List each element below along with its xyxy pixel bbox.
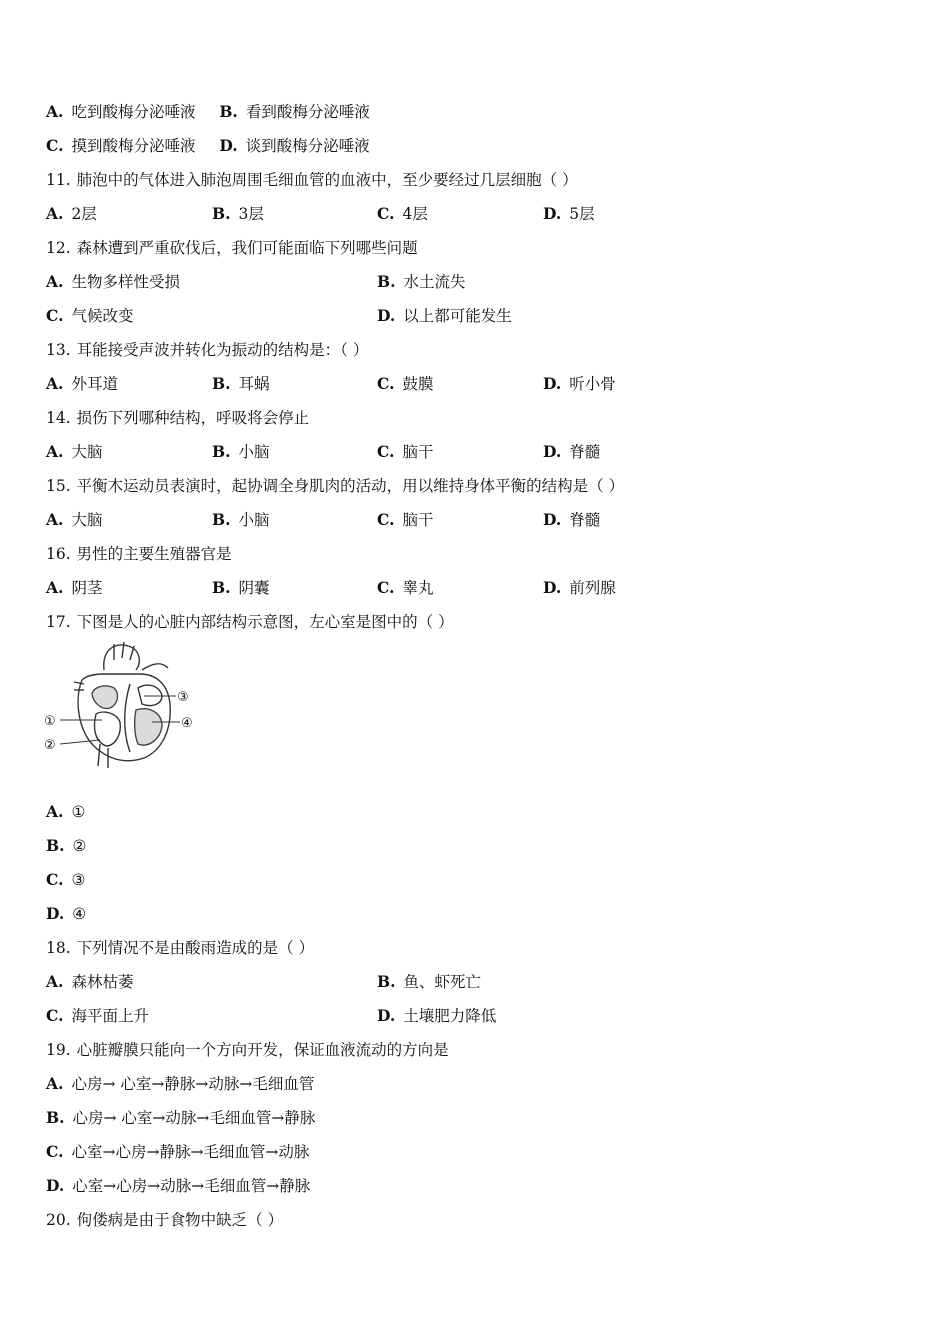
q12-option-c: C. 气候改变 bbox=[46, 306, 134, 325]
q17-stem: 17. 下图是人的心脏内部结构示意图，左心室是图中的（ ） bbox=[46, 613, 454, 631]
q17-option-d: D. ④ bbox=[46, 904, 87, 923]
q15-option-d: D. 脊髓 bbox=[543, 510, 601, 529]
q19-option-d: D. 心室→心房→动脉→毛细血管→静脉 bbox=[46, 1176, 311, 1195]
heart-label-4: ④ bbox=[181, 716, 193, 731]
q12-option-d: D. 以上都可能发生 bbox=[377, 306, 512, 325]
q13-option-d: D. 听小骨 bbox=[543, 374, 616, 393]
q13-option-c: C. 鼓膜 bbox=[377, 374, 434, 393]
q13-option-a: A. 外耳道 bbox=[46, 374, 118, 393]
q16-option-c: C. 睾丸 bbox=[377, 578, 434, 597]
q19-option-b: B. 心房→ 心室→动脉→毛细血管→静脉 bbox=[46, 1108, 316, 1127]
q12-option-b: B. 水土流失 bbox=[377, 272, 466, 291]
q12-option-a: A. 生物多样性受损 bbox=[46, 272, 180, 291]
q16-option-a: A. 阴茎 bbox=[46, 578, 103, 597]
q14-option-a: A. 大脑 bbox=[46, 442, 103, 461]
q16-option-d: D. 前列腺 bbox=[543, 578, 616, 597]
q17-option-a: A. ① bbox=[46, 802, 86, 821]
heart-label-2: ② bbox=[44, 738, 56, 753]
q19-stem: 19. 心脏瓣膜只能向一个方向开发，保证血液流动的方向是 bbox=[46, 1041, 449, 1059]
q15-option-a: A. 大脑 bbox=[46, 510, 103, 529]
q16-option-b: B. 阴囊 bbox=[212, 578, 270, 597]
q10-option-row-1: A. 吃到酸梅分泌唾液 B. 看到酸梅分泌唾液 bbox=[46, 102, 370, 121]
q18-option-b: B. 鱼、虾死亡 bbox=[377, 972, 482, 991]
heart-diagram bbox=[44, 640, 204, 770]
q14-option-b: B. 小脑 bbox=[212, 442, 270, 461]
q15-stem: 15. 平衡木运动员表演时，起协调全身肌肉的活动，用以维持身体平衡的结构是（ ） bbox=[46, 477, 625, 495]
q19-option-a: A. 心房→ 心室→静脉→动脉→毛细血管 bbox=[46, 1074, 315, 1093]
q17-option-c: C. ③ bbox=[46, 870, 86, 889]
q16-stem: 16. 男性的主要生殖器官是 bbox=[46, 545, 232, 563]
q15-option-b: B. 小脑 bbox=[212, 510, 270, 529]
q18-option-c: C. 海平面上升 bbox=[46, 1006, 149, 1025]
q17-option-b: B. ② bbox=[46, 836, 87, 855]
q15-option-c: C. 脑干 bbox=[377, 510, 434, 529]
q11-option-d: D. 5层 bbox=[543, 204, 595, 223]
q14-option-d: D. 脊髓 bbox=[543, 442, 601, 461]
q19-option-c: C. 心室→心房→静脉→毛细血管→动脉 bbox=[46, 1142, 310, 1161]
q11-option-a: A. 2层 bbox=[46, 204, 97, 223]
q18-option-d: D. 土壤肥力降低 bbox=[377, 1006, 497, 1025]
q11-stem: 11. 肺泡中的气体进入肺泡周围毛细血管的血液中，至少要经过几层细胞（ ） bbox=[46, 171, 578, 189]
q18-stem: 18. 下列情况不是由酸雨造成的是（ ） bbox=[46, 939, 315, 957]
q14-stem: 14. 损伤下列哪种结构，呼吸将会停止 bbox=[46, 409, 310, 427]
q12-stem: 12. 森林遭到严重砍伐后，我们可能面临下列哪些问题 bbox=[46, 239, 418, 257]
q13-stem: 13. 耳能接受声波并转化为振动的结构是：（ ） bbox=[46, 341, 369, 359]
q11-option-c: C. 4层 bbox=[377, 204, 428, 223]
q11-option-b: B. 3层 bbox=[212, 204, 264, 223]
q18-option-a: A. 森林枯萎 bbox=[46, 972, 134, 991]
q10-option-row-2: C. 摸到酸梅分泌唾液 D. 谈到酸梅分泌唾液 bbox=[46, 136, 370, 155]
q13-option-b: B. 耳蜗 bbox=[212, 374, 270, 393]
q14-option-c: C. 脑干 bbox=[377, 442, 434, 461]
heart-label-1: ① bbox=[44, 714, 56, 729]
heart-label-3: ③ bbox=[177, 690, 189, 705]
q20-stem: 20. 佝偻病是由于食物中缺乏（ ） bbox=[46, 1211, 284, 1229]
